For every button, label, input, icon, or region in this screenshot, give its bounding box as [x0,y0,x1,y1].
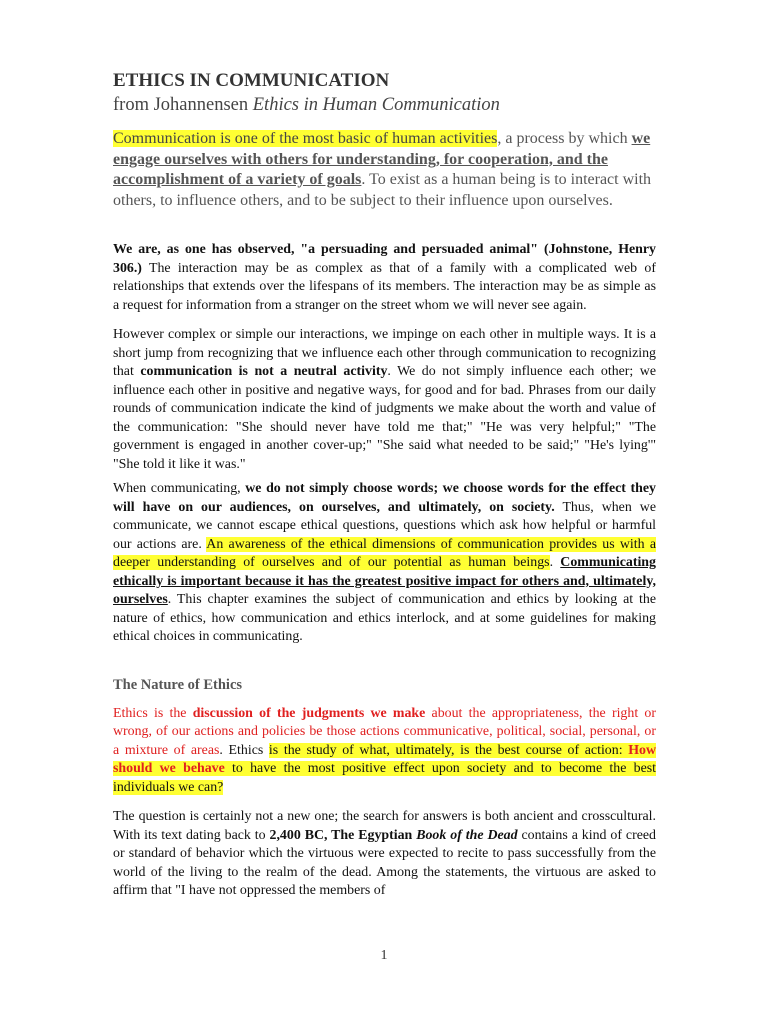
section-heading-nature-of-ethics: The Nature of Ethics [113,676,243,693]
ethics-red-1: Ethics is the [113,705,193,721]
paragraph-choose-words [113,480,656,647]
choose-bold: we do not simply choose words; we choose words for the effect they will have on our audiences, on ourselves, and ultimately, on society. [113,481,656,515]
intro-underlined: we engage ourselves with others for understanding, for cooperation, and the accomplishment of a variety of goals [113,130,651,188]
choose-text-1: When communicating, [113,481,246,496]
persuading-quote: We are, as one has observed, "a persuading and persuaded animal" (Johnstone, Henry 306.) [113,242,656,276]
book-of-dead-title: Book of the Dead [416,827,518,843]
dead-bold: 2,400 BC, The Egyptian [269,827,417,843]
neutral-text-2: . We do not simply influence each other; we influence each other in positive and negative ways, for good and for bad. Phrases from our daily rounds of communication indicate the kind of judgments we make about the worth and value of the communication: "She should never have told me that;" "He was very helpful;" "The government is engaged in another cover-up;" "She said what needed to be said;" "He's lying'" "She told it like it was." [113,364,656,472]
choose-text-2: Thus, when we communicate, we cannot escape ethical questions, questions which ask how helpful or harmful our actions are. [113,499,656,552]
dead-text-2: contains a kind of creed or standard of behavior which the virtuous were expected to recite to pass successfully from the world of the living to the realm of the dead. Among the statements, the virtuous are asked to affirm that "I have not oppressed the members of [113,827,656,898]
persuading-text: The interaction may be as complex as that of a family with a complicated web of relationships that extends over the lifespans of its members. The interaction may be as simple as a request for information from a stranger on the street whom we will never see again. [113,260,656,313]
page-number: 1 [380,948,388,963]
document-title: ETHICS IN COMMUNICATION [113,70,390,91]
ethics-red-bold: discussion of the judgments we make [192,705,426,721]
paragraph-persuading [113,241,656,315]
subtitle-prefix: from Johannensen [113,95,253,115]
paragraph-neutral-activity [113,326,656,474]
ethics-highlight-1: is the study of what, ultimately, is the best course of action: [268,742,629,758]
paragraph-ethics-definition [113,705,656,798]
dead-text-1: The question is certainly not a new one; the search for answers is both ancient and crosscultural. With its text dating back to [113,809,656,843]
document-page [113,68,656,912]
intro-highlight: Communication is one of the most basic of human activities [113,130,498,147]
communicating-ethically-underlined: Communicating ethically is important because it has the greatest positive impact for others and, ultimately, ourselves [113,555,656,607]
document-subtitle [113,93,656,117]
intro-text-2: . To exist as a human being is to interact with others, to influence others, and to be subject to their influence upon ourselves. [113,171,652,209]
paragraph-book-of-dead [113,808,656,901]
ethics-red-2: about the appropriateness, the right or wrong, of our actions and policies be those actions communicative, political, social, personal, or a mixture of areas [113,705,656,758]
ethics-highlight-2: to have the most positive effect upon society and to become the best individuals we can? [113,761,656,795]
intro-text-1: , a process by which [497,130,632,147]
neutral-bold: communication is not a neutral activity [140,364,388,379]
behave-highlight-red: How should we behave [113,742,657,776]
intro-paragraph [113,129,656,211]
awareness-highlight: An awareness of the ethical dimensions of communication provides us with a deeper understanding of ourselves and of our potential as human beings [113,536,656,570]
neutral-text-1: However complex or simple our interactions, we impinge on each other in multiple ways. It is a short jump from recognizing that we influence each other through communication to recognizing that [113,327,656,379]
choose-text-4: . This chapter examines the subject of communication and ethics by looking at the nature of ethics, how communication and ethics interlock, and at some guidelines for making ethical choices in communicating. [113,592,656,644]
choose-text-3: . [549,555,561,570]
ethics-text: . Ethics [219,742,269,758]
subtitle-book-title: Ethics in Human Communication [252,95,500,115]
